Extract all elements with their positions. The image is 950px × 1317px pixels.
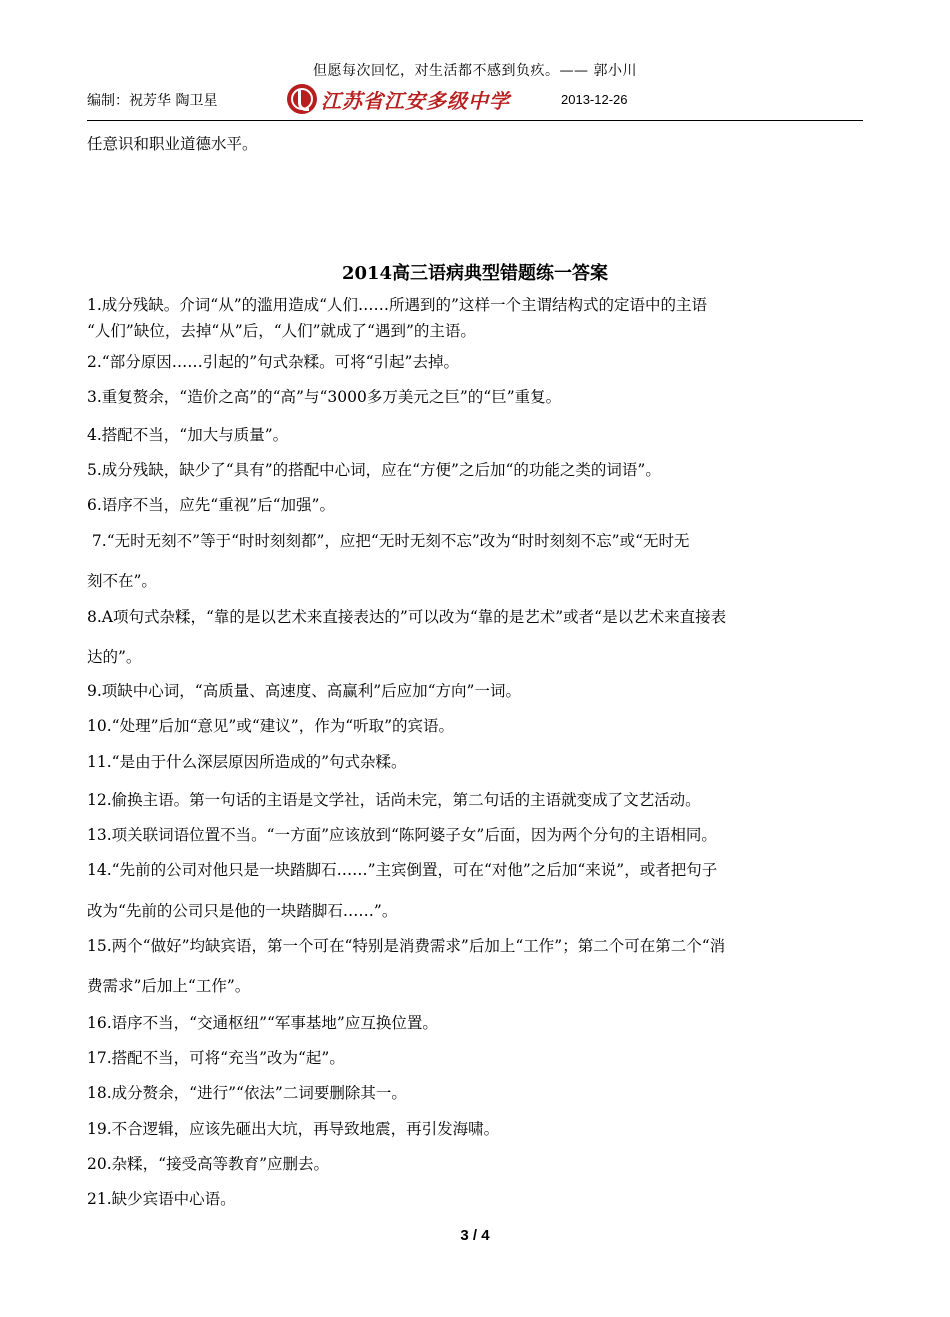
answer-line: 12.偷换主语。第一句话的主语是文学社，话尚未完，第二句话的主语就变成了文艺活动。 xyxy=(87,791,701,809)
answer-line: 21.缺少宾语中心语。 xyxy=(87,1190,236,1208)
answer-line: 5.成分残缺，缺少了“具有”的搭配中心词，应在“方便”之后加“的功能之类的词语”。 xyxy=(87,461,661,479)
answer-line: 20.杂糅，“接受高等教育”应删去。 xyxy=(87,1155,329,1173)
school-logo xyxy=(287,83,510,115)
answer-line: 2.“部分原因……引起的”句式杂糅。可将“引起”去掉。 xyxy=(87,353,459,371)
answer-line: 13.项关联词语位置不当。“一方面”应该放到“陈阿婆子女”后面，因为两个分句的主语相同。 xyxy=(87,826,717,844)
answer-line: 11.“是由于什么深层原因所造成的”句式杂糅。 xyxy=(87,753,407,771)
editors-credit: 编制：祝芳华 陶卫星 xyxy=(87,93,218,109)
answer-title: 2014高三语病典型错题练一答案 xyxy=(341,263,609,284)
answer-line: 达的”。 xyxy=(87,648,142,666)
header-date: 2013-12-26 xyxy=(561,92,628,107)
answer-line: 16.语序不当，“交通枢纽”“军事基地”应互换位置。 xyxy=(87,1014,438,1032)
answer-line: 10.“处理”后加“意见”或“建议”，作为“听取”的宾语。 xyxy=(87,717,455,735)
answer-line: 改为“先前的公司只是他的一块踏脚石……”。 xyxy=(87,902,398,920)
answer-line: 6.语序不当，应先“重视”后“加强”。 xyxy=(87,496,335,514)
intro-continuation: 任意识和职业道德水平。 xyxy=(87,135,258,153)
answer-line: 1.成分残缺。介词“从”的滥用造成“人们……所遇到的”这样一个主谓结构式的定语中的主语 xyxy=(87,296,707,314)
answer-line: 15.两个“做好”均缺宾语，第一个可在“特别是消费需求”后加上“工作”；第二个可在第二个“消 xyxy=(87,937,726,955)
answer-line: 14.“先前的公司对他只是一块踏脚石……”主宾倒置，可在“对他”之后加“来说”，或者把句子 xyxy=(87,861,718,879)
school-name: 江苏省江安多级中学 xyxy=(321,88,510,113)
answer-line: 7.“无时无刻不”等于“时时刻刻都”，应把“无时无刻不忘”改为“时时刻刻不忘”或“无时无 xyxy=(87,532,690,550)
page-number: 3 / 4 xyxy=(460,1227,490,1244)
school-seal-icon xyxy=(287,84,317,114)
answer-line: 刻不在”。 xyxy=(87,572,157,590)
header-row xyxy=(87,83,863,117)
answer-line: 4.搭配不当，“加大与质量”。 xyxy=(87,426,289,444)
answer-line: 17.搭配不当，可将“充当”改为“起”。 xyxy=(87,1049,345,1067)
header-divider xyxy=(87,120,863,121)
answer-line: 费需求”后加上“工作”。 xyxy=(87,977,251,995)
answer-line: 9.项缺中心词，“高质量、高速度、高赢利”后应加“方向”一词。 xyxy=(87,682,521,700)
answer-line: 3.重复赘余，“造价之高”的“高”与“3000多万美元之巨”的“巨”重复。 xyxy=(87,388,562,406)
answer-line: 8.A项句式杂糅，“靠的是以艺术来直接表达的”可以改为“靠的是艺术”或者“是以艺术来直接表 xyxy=(87,608,727,626)
header-motto: 但愿每次回忆，对生活都不感到负疚。—— 郭小川 xyxy=(313,63,637,79)
answer-line: “人们”缺位，去掉“从”后，“人们”就成了“遇到”的主语。 xyxy=(87,322,476,340)
answer-line: 19.不合逻辑，应该先砸出大坑，再导致地震，再引发海啸。 xyxy=(87,1120,500,1138)
answer-line: 18.成分赘余，“进行”“依法”二词要删除其一。 xyxy=(87,1084,407,1102)
